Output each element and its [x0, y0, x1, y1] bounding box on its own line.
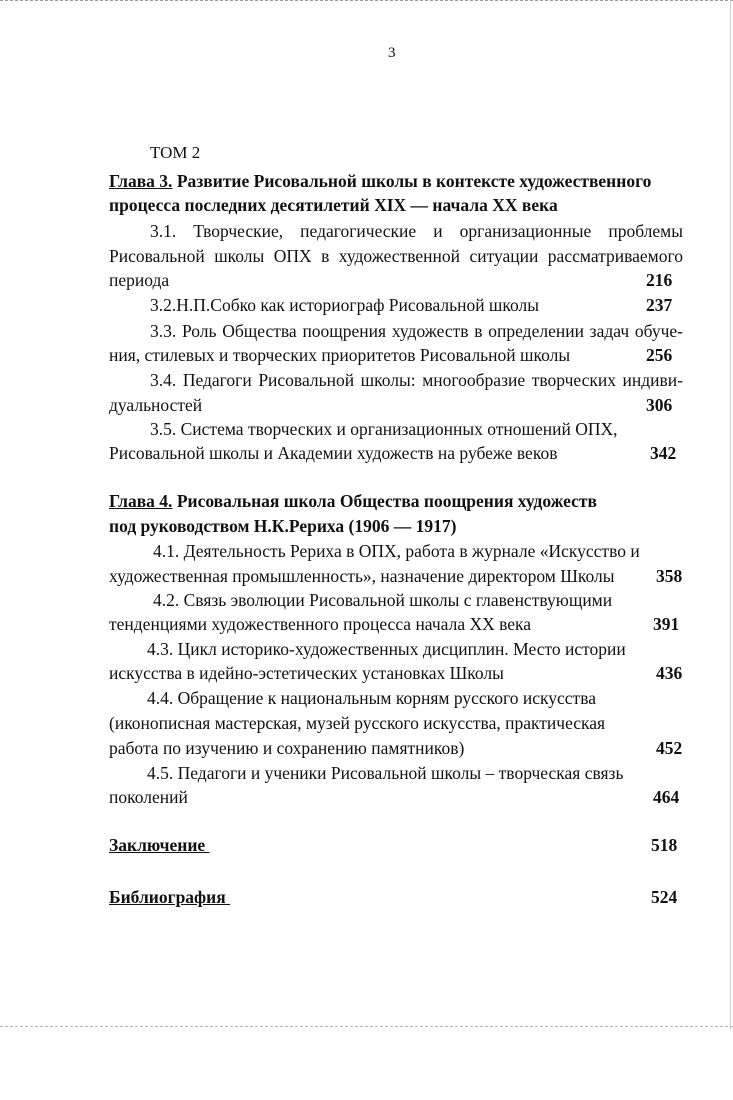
toc-4-3-line1: 4.3. Цикл историко-художественных дисциплин. Место истории — [147, 639, 626, 659]
scan-edge-right — [730, 0, 731, 1030]
toc-4-1-page: 358 — [656, 566, 683, 586]
scan-edge-top — [0, 0, 733, 3]
toc-4-4-line1: 4.4. Обращение к национальным корням русского искусства — [147, 688, 596, 708]
toc-4-3-page: 436 — [656, 663, 683, 683]
toc-4-5-page: 464 — [653, 787, 680, 807]
toc-4-1-line2: художественная промышленность», назначение директором Школы — [109, 566, 615, 586]
toc-3-5-line1: 3.5. Система творческих и организационных отношений ОПХ, — [150, 419, 618, 439]
toc-4-5-line1: 4.5. Педагоги и ученики Рисовальной школы – творческая связь — [147, 763, 624, 783]
volume-title: ТОМ 2 — [150, 143, 201, 162]
toc-4-3-line2: искусства в идейно-эстетических установках Школы — [109, 663, 504, 683]
toc-3-3-line2: ния, стилевых и творческих приоритетов Рисовальной школы — [109, 345, 571, 365]
toc-4-4-line3: работа по изучению и сохранению памятников) — [109, 738, 465, 758]
chapter4-label: Глава 4. — [109, 491, 173, 511]
toc-3-1-line3: периода — [109, 270, 170, 290]
chapter3-title-line2: процесса последних десятилетий XIX — начала XX века — [109, 195, 558, 215]
conclusion-page: 518 — [651, 835, 678, 855]
toc-4-1-line1: 4.1. Деятельность Рериха в ОПХ, работа в журнале «Искусство и — [153, 541, 640, 561]
toc-4-2-page: 391 — [653, 614, 680, 634]
toc-3-3-page: 256 — [646, 345, 673, 365]
toc-4-4-page: 452 — [656, 738, 683, 758]
bibliography-page: 524 — [651, 887, 678, 907]
conclusion-label: Заключение — [109, 835, 210, 855]
toc-3-4-line2: дуальностей — [109, 395, 203, 415]
scan-edge-bottom — [0, 1026, 733, 1028]
toc-4-5-line2: поколений — [109, 787, 188, 807]
page-number: 3 — [388, 45, 396, 61]
toc-3-2-page: 237 — [646, 295, 673, 315]
toc-4-4-line2: (иконописная мастерская, музей русского искусства, практическая — [109, 713, 606, 733]
toc-3-4-line1: 3.4. Педагоги Рисовальной школы: многообразие творческих индиви- — [150, 370, 683, 390]
chapter3-label: Глава 3. — [109, 171, 173, 191]
toc-3-5-line2: Рисовальной школы и Академии художеств на рубеже веков — [109, 443, 558, 463]
toc-3-3-line1: 3.3. Роль Общества поощрения художеств в определении задач обуче- — [150, 321, 683, 341]
toc-3-5-page: 342 — [650, 443, 677, 463]
toc-4-2-line2: тенденциями художественного процесса начала XX века — [109, 614, 532, 634]
toc-3-1-line2: Рисовальной школы ОПХ в художественной ситуации рассматриваемого — [109, 246, 683, 266]
toc-4-2-line1: 4.2. Связь эволюции Рисовальной школы с главенствующими — [153, 590, 613, 610]
chapter3-title-line1: Глава 3. Развитие Рисовальной школы в контексте художественного — [109, 171, 652, 191]
chapter4-title-line1: Глава 4. Рисовальная школа Общества поощрения художеств — [109, 491, 597, 511]
toc-3-2-line1: 3.2.Н.П.Собко как историограф Рисовальной школы — [150, 295, 540, 315]
chapter4-title-line2: под руководством Н.К.Рериха (1906 — 1917) — [109, 516, 457, 536]
toc-3-1-page: 216 — [646, 270, 673, 290]
toc-3-1-line1: 3.1. Творческие, педагогические и организационные проблемы — [150, 221, 683, 241]
toc-3-4-page: 306 — [646, 395, 673, 415]
bibliography-label: Библиография — [109, 887, 231, 907]
